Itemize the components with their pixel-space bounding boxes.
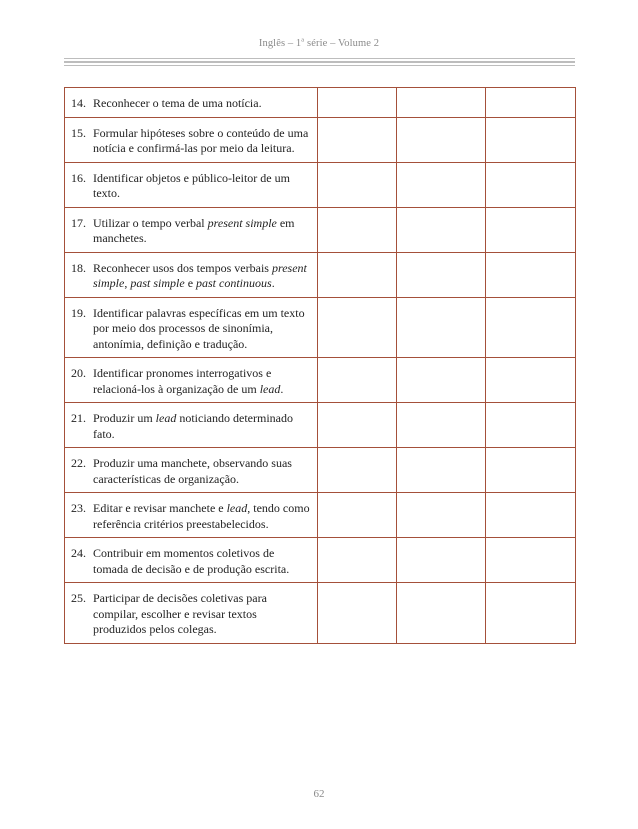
table-row <box>65 448 576 493</box>
assessment-cell-3[interactable] <box>486 162 576 207</box>
objective-text-segment: , <box>124 276 131 290</box>
table-row <box>65 117 576 162</box>
objective-text-segment: Editar e revisar manchete e <box>93 501 227 515</box>
table-row <box>65 88 576 118</box>
objective-item <box>71 501 311 532</box>
assessment-cell-1[interactable] <box>318 162 397 207</box>
header-rule-middle <box>64 61 575 63</box>
objective-text-segment: Produzir um <box>93 411 156 425</box>
objective-text-segment: Formular hipóteses sobre o conteúdo de uma notícia e confirmá-las por meio da leitura. <box>93 125 309 155</box>
objective-number: 24. <box>71 546 86 560</box>
objective-text <box>93 546 311 577</box>
objective-text-segment: Utilizar o tempo verbal <box>93 215 208 230</box>
objectives-table <box>64 87 576 644</box>
assessment-cell-2[interactable] <box>397 162 486 207</box>
objective-text <box>93 366 311 397</box>
objective-text-italic: present simple <box>207 215 277 230</box>
page-number: 62 <box>313 788 325 800</box>
assessment-cell-1[interactable] <box>318 117 397 162</box>
header-rule-bottom <box>64 65 575 66</box>
objective-cell <box>65 358 318 403</box>
assessment-cell-3[interactable] <box>486 297 576 358</box>
objective-cell <box>65 403 318 448</box>
objective-text-segment: , tendo como referência critérios preestabelecidos. <box>93 501 310 531</box>
objective-cell <box>65 493 318 538</box>
objective-text-segment: Identificar palavras específicas em um texto por meio dos processos de sinonímia, antonímia, definição e tradução. <box>93 305 305 351</box>
assessment-cell-1[interactable] <box>318 403 397 448</box>
objective-cell <box>65 538 318 583</box>
objective-text-italic: lead <box>259 381 281 396</box>
running-header <box>0 38 638 49</box>
table-row <box>65 358 576 403</box>
objective-number: 15. <box>71 125 86 140</box>
header-rule-top <box>64 58 575 59</box>
assessment-cell-2[interactable] <box>397 88 486 118</box>
assessment-cell-2[interactable] <box>397 493 486 538</box>
objective-text-segment: e <box>184 276 197 290</box>
objective-text-segment: Identificar pronomes interrogativos e relacioná-los à organização de um <box>93 366 272 396</box>
table-row <box>65 297 576 358</box>
objective-item <box>71 216 311 247</box>
objective-text-segment: Contribuir em momentos coletivos de tomada de decisão e de produção escrita. <box>93 546 290 576</box>
assessment-cell-1[interactable] <box>318 297 397 358</box>
objective-item <box>71 366 311 397</box>
assessment-cell-2[interactable] <box>397 252 486 297</box>
objective-text-italic: lead <box>155 411 177 425</box>
table-row <box>65 538 576 583</box>
table-row <box>65 493 576 538</box>
objective-item <box>71 126 311 157</box>
objective-item <box>71 546 311 577</box>
objective-number: 18. <box>71 260 86 275</box>
assessment-cell-2[interactable] <box>397 583 486 644</box>
objective-number: 16. <box>71 170 86 185</box>
assessment-cell-1[interactable] <box>318 88 397 118</box>
objective-number: 20. <box>71 366 86 380</box>
objective-text-segment: noticiando determinado fato. <box>93 411 293 441</box>
objective-text-segment: Identificar objetos e público-leitor de um texto. <box>93 170 290 200</box>
objective-cell <box>65 88 318 118</box>
assessment-cell-3[interactable] <box>486 358 576 403</box>
objective-item <box>71 306 311 353</box>
assessment-cell-2[interactable] <box>397 297 486 358</box>
objective-cell <box>65 162 318 207</box>
objective-text <box>93 501 311 532</box>
header-prefix: Inglês – 1 <box>258 38 302 49</box>
objective-text-italic: present simple <box>93 260 307 290</box>
assessment-cell-3[interactable] <box>486 448 576 493</box>
objective-text <box>93 126 311 157</box>
objective-text <box>93 261 311 292</box>
assessment-cell-3[interactable] <box>486 583 576 644</box>
objective-number: 14. <box>71 96 86 110</box>
objective-item <box>71 591 311 638</box>
objective-cell <box>65 448 318 493</box>
assessment-cell-2[interactable] <box>397 117 486 162</box>
assessment-cell-1[interactable] <box>318 358 397 403</box>
header-superscript: a <box>301 36 305 44</box>
objective-text-segment: . <box>280 381 284 396</box>
assessment-cell-1[interactable] <box>318 207 397 252</box>
objective-text <box>93 96 311 112</box>
assessment-cell-1[interactable] <box>318 538 397 583</box>
objective-cell <box>65 583 318 644</box>
table-row <box>65 583 576 644</box>
assessment-cell-2[interactable] <box>397 207 486 252</box>
objective-cell <box>65 117 318 162</box>
objective-item <box>71 96 311 112</box>
assessment-cell-3[interactable] <box>486 403 576 448</box>
assessment-cell-3[interactable] <box>486 117 576 162</box>
objective-text-italic: past simple <box>130 276 185 290</box>
table-row <box>65 162 576 207</box>
table-row <box>65 252 576 297</box>
assessment-cell-1[interactable] <box>318 583 397 644</box>
assessment-cell-2[interactable] <box>397 538 486 583</box>
objective-text <box>93 591 311 638</box>
objective-text-italic: past continuous <box>196 276 272 290</box>
objective-item <box>71 171 311 202</box>
objective-item <box>71 411 311 442</box>
objective-text-segment: Participar de decisões coletivas para compilar, escolher e revisar textos produzidos pelos colegas. <box>93 591 267 636</box>
table-row <box>65 403 576 448</box>
objective-number: 19. <box>71 305 86 320</box>
assessment-cell-1[interactable] <box>318 493 397 538</box>
assessment-cell-3[interactable] <box>486 538 576 583</box>
assessment-cell-2[interactable] <box>397 448 486 493</box>
objective-number: 25. <box>71 591 86 605</box>
assessment-cell-3[interactable] <box>486 88 576 118</box>
objective-number: 22. <box>71 456 86 470</box>
objective-item <box>71 456 311 487</box>
objectives-table-body <box>65 88 576 644</box>
objective-cell <box>65 297 318 358</box>
objective-text-segment: Reconhecer usos dos tempos verbais <box>93 260 272 275</box>
objective-cell <box>65 252 318 297</box>
assessment-cell-3[interactable] <box>486 252 576 297</box>
objective-item <box>71 261 311 292</box>
objective-text <box>93 306 311 353</box>
objective-text <box>93 171 311 202</box>
objective-cell <box>65 207 318 252</box>
objective-text-italic: lead <box>226 501 248 515</box>
assessment-cell-1[interactable] <box>318 448 397 493</box>
assessment-cell-2[interactable] <box>397 403 486 448</box>
assessment-cell-3[interactable] <box>486 493 576 538</box>
objective-text-segment: Reconhecer o tema de uma notícia. <box>93 96 262 110</box>
objective-text <box>93 216 311 247</box>
objective-number: 17. <box>71 215 86 230</box>
assessment-cell-3[interactable] <box>486 207 576 252</box>
table-row <box>65 207 576 252</box>
header-suffix: série – Volume 2 <box>304 38 380 49</box>
assessment-cell-1[interactable] <box>318 252 397 297</box>
objective-text-segment: . <box>271 276 275 290</box>
objective-text <box>93 411 311 442</box>
objective-text <box>93 456 311 487</box>
assessment-cell-2[interactable] <box>397 358 486 403</box>
objective-number: 23. <box>71 501 86 515</box>
objective-text-segment: Produzir uma manchete, observando suas características de organização. <box>93 456 292 486</box>
objective-number: 21. <box>71 411 86 425</box>
objective-text-segment: em manchetes. <box>93 215 295 245</box>
